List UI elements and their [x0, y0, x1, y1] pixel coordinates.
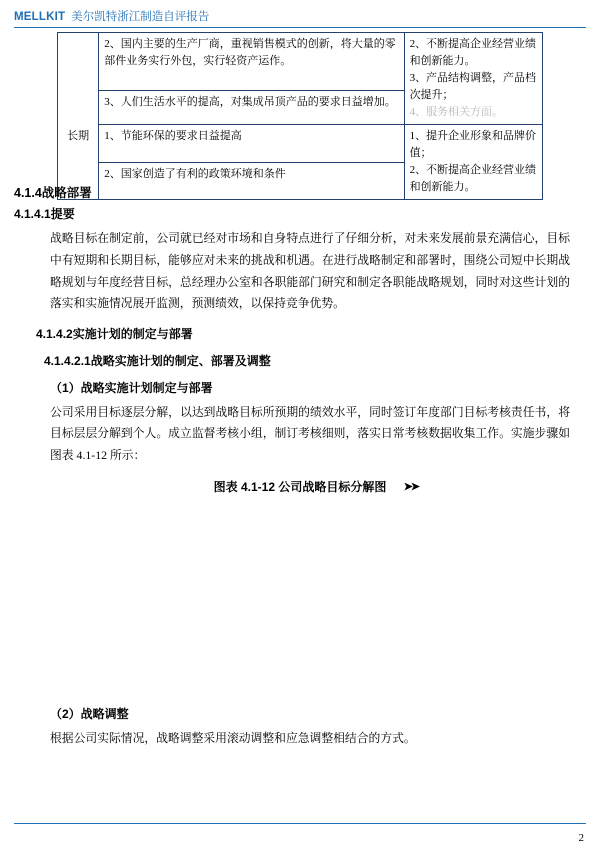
table-cell-line: 2、国内主要的生产厂商，重视销售模式的创新，将大量的零部件业务实行外包，实行轻资产运作。: [104, 38, 396, 68]
brand-logo: MELLKIT: [14, 11, 66, 23]
section-heading-4141: 4.1.4.1提要: [14, 207, 75, 221]
header-title: 美尔凯特浙江制造自评报告: [71, 11, 210, 23]
table-cell-line-faded: 4、服务相关方面。: [409, 106, 504, 119]
table-cell-line: 2、不断提高企业经营业绩和创新能力。: [409, 38, 537, 68]
figure-caption: [14, 478, 586, 495]
section-heading-4142: 4.1.4.2实施计划的制定与部署: [36, 327, 193, 342]
table-cell-line: 3、产品结构调整，产品档次提升；: [409, 72, 537, 102]
section-heading-414: 4.1.4战略部署: [14, 186, 92, 200]
paragraph-item2-body: 根据公司实际情况，战略调整采用滚动调整和应急调整相结合的方式。: [50, 730, 416, 745]
document-body: [14, 180, 586, 749]
paragraph-item1-body: 公司采用目标逐层分解，以达到战略目标所预期的绩效水平，同时签订年度部门目标考核责任书，将目标层层分解到个人。成立监督考核小组，制订考核细则，落实日常考核数据收集工作。实施步骤如图表 4.1-12 所示：: [50, 405, 570, 462]
arrow-icon: ➤➤: [403, 480, 418, 493]
table-cell-label: [58, 91, 99, 125]
table-cell-line: 2、国家创造了有利的政策环境和条件: [104, 167, 286, 180]
footer-divider: [14, 823, 586, 824]
table-cell-label: [58, 33, 99, 91]
table-cell-opportunity: [99, 33, 404, 91]
strategy-table: [57, 32, 543, 200]
figure-diagram-area: [14, 495, 586, 695]
header-divider: [14, 27, 586, 28]
page-header: [14, 8, 586, 28]
figure-caption-text: 图表 4.1-12 公司战略目标分解图: [213, 479, 387, 494]
table-cell-opportunity: [99, 125, 404, 163]
table-cell-line: 2、不断提高企业经营业绩和创新能力。: [409, 164, 537, 194]
table-row: [58, 33, 543, 91]
table-cell-line: 1、节能环保的要求日益提高: [104, 130, 242, 143]
table-cell-opportunity: [99, 91, 404, 125]
table-cell-goal: [404, 33, 542, 125]
page-number: 2: [578, 832, 584, 844]
table-cell-label-long-term: 长期: [58, 125, 99, 200]
table-cell-line: 1、提升企业形象和品牌价值；: [409, 130, 537, 160]
table-cell-line: 3、人们生活水平的提高，对集成吊顶产品的要求日益增加。: [104, 96, 396, 109]
table-row: [58, 125, 543, 163]
subsection-heading-item2: （2）战略调整: [50, 706, 129, 721]
paragraph-4141-body: 战略目标在制定前，公司就已经对市场和自身特点进行了仔细分析，对未来发展前景充满信心，目标中有短期和长期目标，能够应对未来的挑战和机遇。在进行战略制定和部署时，围绕公司短中长期战略规划与年度经营目标，总经理办公室和各职能部门研究和制定各职能战略规划，同时对这些计划的落实和实施情况展开监测，预测绩效，以保持竞争优势。: [50, 231, 570, 311]
section-heading-41421: 4.1.4.2.1战略实施计划的制定、部署及调整: [44, 354, 271, 369]
subsection-heading-item1: （1）战略实施计划制定与部署: [50, 381, 213, 396]
